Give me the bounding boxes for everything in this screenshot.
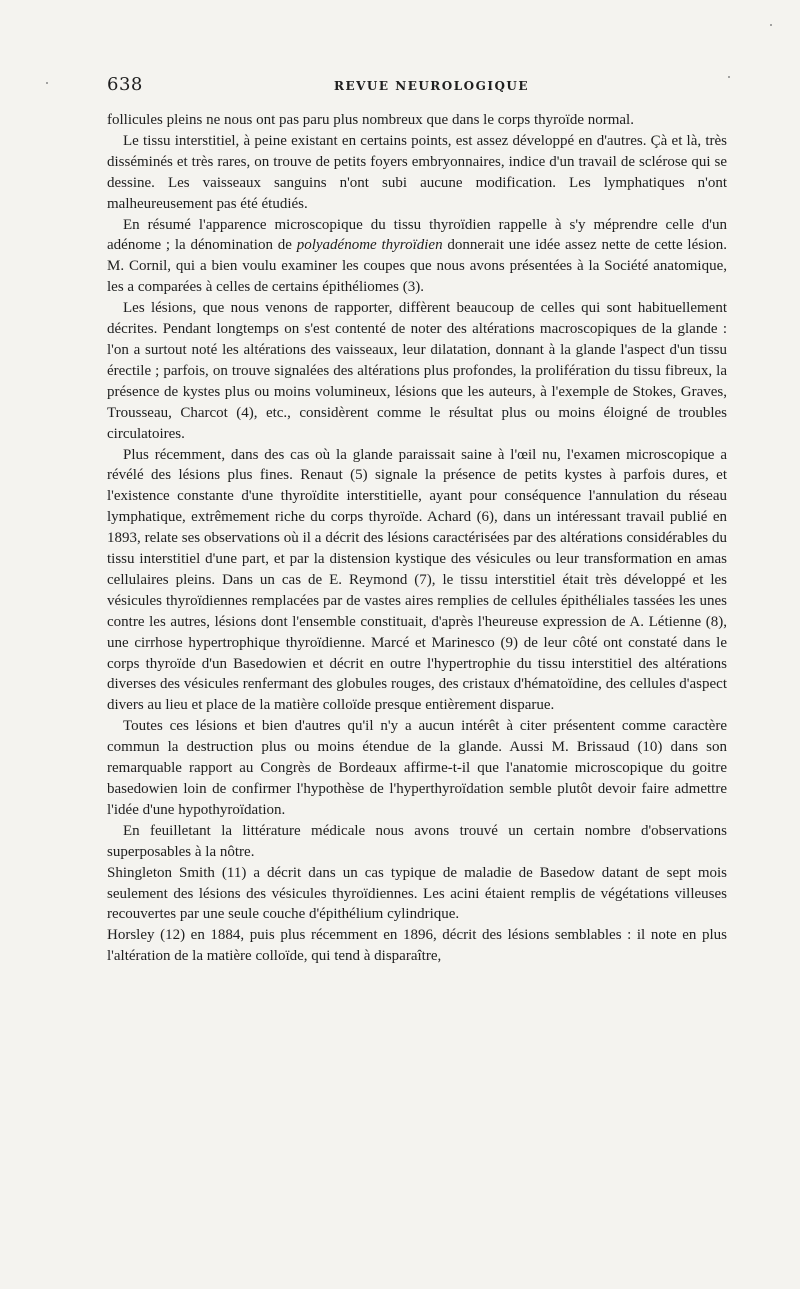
paper-speck bbox=[770, 24, 772, 26]
paragraph-5: Plus récemment, dans des cas où la glande paraissait saine à l'œil nu, l'examen microscopique a révélé des lésions plus fines. Renaut (5) signale la présence de petits kystes à parfois dures, et l'existence constante d'une thyroïdite interstitielle, ayant pour conséquence l'annulation du réseau lymphatique, extrêmement riche du corps thyroïde. Achard (6), dans un intéressant travail publié en 1893, relate ses observations où il a décrit des lésions caractérisées par des altérations considérables du tissu interstitiel d'une part, et par la distension kystique des vésicules ou leur transformation en amas cellulaires pleins. Dans un cas de E. Reymond (7), le tissu interstitiel était très développé et les vésicules thyroïdiennes remplacées par de vastes aires remplies de cellules épithéliales tassées les unes contre les autres, lésions dont l'ensemble constituait, d'après l'heureuse expression de A. Létienne (8), une cirrhose hypertrophique thyroïdienne. Marcé et Marinesco (9) de leur côté ont constaté dans le corps thyroïde d'un Basedowien et décrit en outre l'hypertrophie du tissu interstitiel des altérations diverses des vésicules renfermant des globules rouges, des cristaux d'hématoïdine, des cellules d'aspect divers au lieu et place de la matière colloïde presque entièrement disparue. bbox=[107, 446, 727, 714]
paragraph-3 bbox=[107, 215, 727, 299]
paragraph-3-after: donnerait une idée assez nette de cette lésion. M. Cornil, qui a bien voulu examiner les coupes que nous avons présentées à la Société anatomique, les a comparées à celles de certains épithéliomes (3). bbox=[107, 237, 727, 296]
paragraph-1: follicules pleins ne nous ont pas paru plus nombreux que dans le corps thyroïde normal. bbox=[107, 112, 634, 128]
paragraph-2: Le tissu interstitiel, à peine existant en certains points, est assez développé en d'autres. Çà et là, très disséminés et très rares, on trouve de petits foyers embryonnaires, indice d'un travail de sclérose qui se dessine. Les vaisseaux sanguins n'ont subi aucune modification. Les lymphatiques n'ont malheureusement pas été étudiés. bbox=[107, 132, 727, 212]
body-text bbox=[107, 110, 727, 967]
paragraph-4: Les lésions, que nous venons de rapporter, diffèrent beaucoup de celles qui sont habituellement décrites. Pendant longtemps on s'est contenté de noter des altérations macroscopiques de la glande : l'on a surtout noté les altérations des vaisseaux, leur dilatation, donnant à la glande l'aspect d'un tissu érectile ; parfois, on trouve signalées des altérations plus profondes, la prolifération du tissu fibreux, la présence de kystes plus ou moins volumineux, lésions que les auteurs, à l'exemple de Stokes, Graves, Trousseau, Charcot (4), etc., considèrent comme le résultat plus ou moins éloigné de troubles circulatoires. bbox=[107, 300, 727, 442]
paper-speck bbox=[728, 76, 730, 78]
italic-term-polyadenome: polyadénome thyroïdien bbox=[296, 237, 443, 254]
paragraph-8: Shingleton Smith (11) a décrit dans un cas typique de maladie de Basedow datant de sept mois seulement des lésions des vésicules thyroïdiennes. Les acini étaient remplis de végétations villeuses recouvertes par une seule couche d'épithélium cylindrique. bbox=[107, 864, 727, 923]
paragraph-3-before: En résumé l'apparence microscopique du tissu thyroïdien rappelle à s'y méprendre celle d'un adénome ; la dénomination de bbox=[107, 216, 727, 254]
running-title: REVUE NEUROLOGIQUE bbox=[334, 79, 530, 93]
paper-speck bbox=[46, 82, 48, 84]
paragraph-6: Toutes ces lésions et bien d'autres qu'il n'y a aucun intérêt à citer présentent comme caractère commun la destruction plus ou moins étendue de la glande. Aussi M. Brissaud (10) dans son remarquable rapport au Congrès de Bordeaux affirme-t-il que l'anatomie microscopique du goitre basedowien loin de confirmer l'hypothèse de l'hyperthyroïdation semble plutôt devoir faire admettre l'idée d'une hypothyroïdation. bbox=[107, 718, 727, 818]
paragraph-7: En feuilletant la littérature médicale nous avons trouvé un certain nombre d'observations superposables à la nôtre. bbox=[107, 822, 727, 860]
page-number: 638 bbox=[107, 74, 143, 95]
paragraph-9: Horsley (12) en 1884, puis plus récemment en 1896, décrit des lésions semblables : il note en plus l'altération de la matière colloïde, qui tend à disparaître, bbox=[107, 927, 727, 965]
page-header bbox=[107, 74, 727, 98]
